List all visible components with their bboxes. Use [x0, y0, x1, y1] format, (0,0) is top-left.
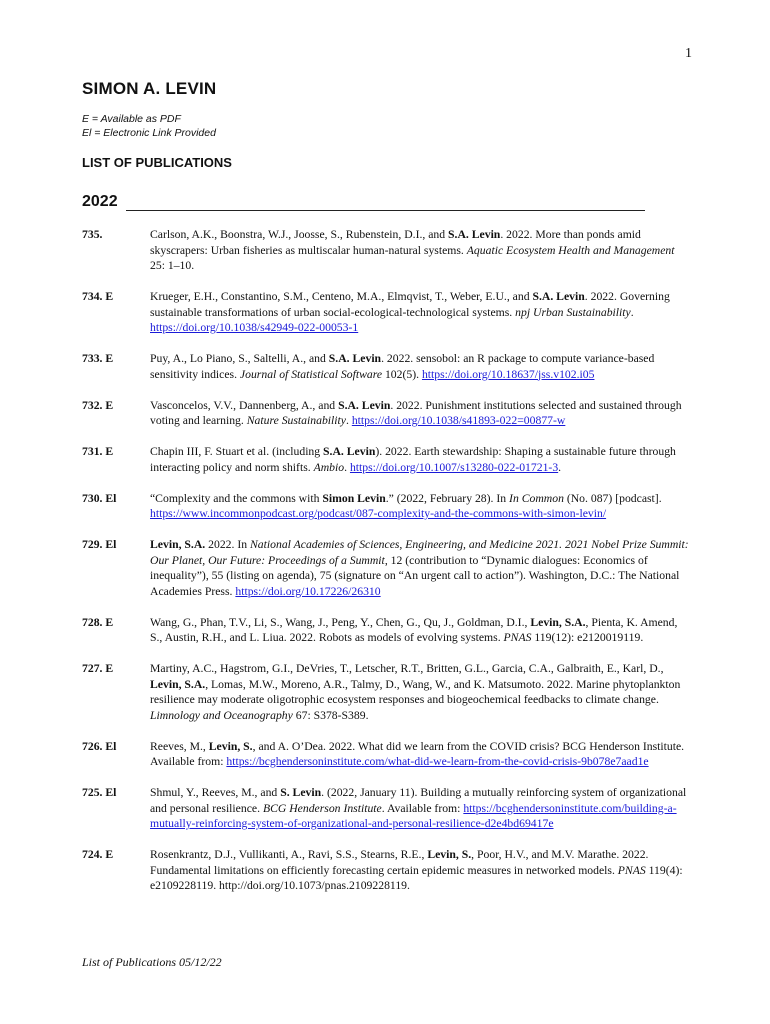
- citation-text: Vasconcelos, V.V., Dannenberg, A., and: [150, 398, 339, 412]
- author-highlight: Levin, S.: [427, 848, 472, 861]
- citation-text: Puy, A., Lo Piano, S., Saltelli, A., and: [150, 352, 329, 365]
- author-highlight: S.A. Levin: [532, 290, 585, 303]
- doi-link[interactable]: https://bcghendersoninstitute.com/building-a-mutually-reinforcing-system-of-organizational-and-personal-resilience-d2e4bd69417e: [150, 801, 677, 830]
- citation-text: , 12 (contribution to “Dynamic dialogues: Economics of inequality”), 55 (listing on agenda), 75 (signature on “An urgent call to action”). Washington, D.C.: The National Academies Press.: [150, 553, 680, 598]
- citation-text: . 2022. Punishment institutions selected and sustained through voting and learning.: [150, 398, 682, 427]
- citation-text: 119(12): e2120019119.: [531, 631, 644, 644]
- publication-entry: [82, 537, 692, 599]
- journal-title: Nature Sustainability: [246, 414, 346, 427]
- entry-citation: [150, 785, 692, 832]
- author-highlight: S.A. Levin: [328, 352, 382, 365]
- author-highlight: S.A. Levin: [323, 445, 376, 458]
- entry-citation: [150, 847, 692, 894]
- year-rule: [126, 210, 645, 211]
- citation-text: .: [630, 305, 634, 319]
- entry-citation: [150, 491, 692, 522]
- citation-text: , Pienta, K. Amend, S., Austin, R.H., and L. Liua. 2022. Robots as models of evolving systems.: [150, 615, 678, 644]
- publication-entry: [82, 615, 692, 646]
- entry-number: 725. El: [82, 786, 117, 799]
- publication-entry: [82, 227, 692, 274]
- journal-title: BCG Henderson Institute: [262, 801, 382, 815]
- citation-text: . 2022. More than ponds amid skyscrapers: Urban fisheries as multiscalar human-natural systems.: [150, 228, 641, 257]
- citation-text: 119(4): e2109228119. http://doi.org/10.1073/pnas.2109228119.: [150, 863, 683, 892]
- citation-text: Krueger, E.H., Constantino, S.M., Centeno, M.A., Elmqvist, T., Weber, E.U., and: [150, 290, 533, 303]
- publication-entry: [82, 444, 692, 475]
- author-highlight: Simon Levin: [322, 491, 386, 505]
- citation-text: Chapin III, F. Stuart et al. (including: [150, 445, 324, 458]
- publication-entry: [82, 351, 692, 382]
- citation-text: Wang, G., Phan, T.V., Li, S., Wang, J., Peng, Y., Chen, G., Qu, J., Goldman, D.I.,: [150, 615, 531, 629]
- author-name: SIMON A. LEVIN: [82, 79, 217, 98]
- journal-title: npj Urban Sustainability: [515, 305, 631, 319]
- entry-citation: [150, 739, 692, 770]
- citation-text: Rosenkrantz, D.J., Vullikanti, A., Ravi, S.S., Stearns, R.E.,: [150, 848, 428, 861]
- entry-citation: [150, 615, 692, 646]
- doi-link[interactable]: https://doi.org/10.1038/s41893-022=00877-w: [351, 414, 566, 427]
- entry-number: 730. El: [82, 491, 117, 505]
- citation-text: “Complexity and the commons with: [150, 491, 323, 505]
- entry-number: 732. E: [82, 398, 114, 412]
- publication-entry: [82, 398, 692, 429]
- entry-number: 733. E: [82, 352, 114, 365]
- entry-number: 729. El: [82, 538, 117, 551]
- entry-citation: [150, 351, 692, 382]
- author-highlight: Levin, S.A.: [150, 538, 206, 551]
- citation-text: 25: 1–10.: [150, 259, 195, 272]
- citation-text: , and A. O’Dea. 2022. What did we learn from the COVID crisis? BCG Henderson Institute. Available from:: [150, 739, 685, 768]
- citation-text: (No. 087) [podcast].: [563, 491, 662, 505]
- doi-link[interactable]: https://www.incommonpodcast.org/podcast/087-complexity-and-the-commons-with-simon-levin/: [150, 507, 607, 520]
- entry-number: 734. E: [82, 290, 114, 303]
- page-footer: List of Publications 05/12/22: [82, 955, 222, 969]
- publication-entry: [82, 491, 692, 522]
- entry-citation: [150, 661, 692, 723]
- entry-citation: [150, 444, 692, 475]
- citation-text: .: [344, 460, 350, 474]
- entry-number: 735.: [82, 228, 103, 241]
- journal-title: Limnology and Oceanography: [150, 708, 293, 722]
- citation-text: . (2022, January 11). Building a mutually reinforcing system of organizational and personal resilience.: [150, 786, 687, 815]
- entry-citation: [150, 289, 692, 336]
- journal-title: Journal of Statistical Software: [239, 367, 383, 381]
- doi-link[interactable]: https://doi.org/10.1038/s42949-022-00053-1: [150, 321, 359, 334]
- citation-text: .: [558, 460, 562, 474]
- doi-link[interactable]: https://bcghendersoninstitute.com/what-did-we-learn-from-the-covid-crisis-9b078e7aad1e: [226, 755, 649, 768]
- entry-number: 724. E: [82, 848, 114, 861]
- entry-number: 726. El: [82, 739, 117, 753]
- citation-text: Shmul, Y., Reeves, M., and: [150, 786, 281, 799]
- publication-entry: [82, 785, 692, 832]
- publication-list: [82, 227, 692, 909]
- citation-text: . 2022. sensobol: an R package to compute variance-based sensitivity indices.: [150, 352, 655, 381]
- entry-citation: [150, 398, 692, 429]
- page-number: 1: [685, 46, 692, 61]
- legend-link: El = Electronic Link Provided: [82, 127, 216, 139]
- citation-text: Carlson, A.K., Boonstra, W.J., Joosse, S., Rubenstein, D.I., and: [150, 228, 449, 241]
- author-highlight: S.A. Levin: [338, 398, 391, 412]
- publication-entry: [82, 739, 692, 770]
- journal-title: In Common: [509, 491, 564, 505]
- citation-text: Martiny, A.C., Hagstrom, G.I., DeVries, T., Letscher, R.T., Britten, G.L., Garcia, C.A., Galbraith, E., Karl, D.,: [150, 662, 664, 675]
- citation-text: .” (2022, February 28). In: [385, 491, 510, 505]
- year-heading: [82, 193, 645, 215]
- journal-title: Ambio: [313, 460, 345, 474]
- citation-text: . Available from:: [381, 801, 464, 815]
- journal-title: National Academies of Sciences, Engineering, and Medicine 2021. 2021 Nobel Prize Summit: Our Planet, Our Future: Proceedings of a Summit: [150, 538, 689, 567]
- citation-text: 67: S378-S389.: [292, 708, 369, 722]
- author-highlight: Levin, S.A.: [150, 677, 206, 691]
- publication-entry: [82, 661, 692, 723]
- citation-text: 102(5).: [382, 367, 422, 381]
- author-highlight: Levin, S.A.: [530, 615, 586, 629]
- citation-text: , Poor, H.V., and M.V. Marathe. 2022. Fundamental limitations on efficiently forecasting certain epidemic measures in networked models.: [150, 848, 649, 877]
- author-highlight: S.A. Levin: [448, 228, 501, 241]
- entry-number: 728. E: [82, 615, 114, 629]
- entry-number: 727. E: [82, 662, 114, 675]
- publication-entry: [82, 847, 692, 894]
- citation-text: . 2022. Governing sustainable transformations of urban social-ecological-technological systems.: [150, 290, 670, 319]
- doi-link[interactable]: https://doi.org/10.1007/s13280-022-01721-3: [349, 460, 559, 474]
- publication-entry: [82, 289, 692, 336]
- legend-pdf: E = Available as PDF: [82, 113, 181, 125]
- citation-text: , Lomas, M.W., Moreno, A.R., Talmy, D., Wang, W., and K. Matsumoto. 2022. Marine phytoplankton resilience may moderate oligotrophic ecosystem responses and biogeochemical feedbacks to climate change.: [150, 677, 681, 706]
- journal-title: PNAS: [617, 863, 646, 877]
- author-highlight: S. Levin: [280, 786, 322, 799]
- entry-citation: [150, 227, 692, 274]
- citation-text: Reeves, M.,: [150, 739, 209, 753]
- citation-text: .: [345, 414, 352, 427]
- doi-link[interactable]: https://doi.org/10.17226/26310: [235, 584, 381, 598]
- entry-number: 731. E: [82, 445, 114, 458]
- doi-link[interactable]: https://doi.org/10.18637/jss.v102.i05: [421, 367, 595, 381]
- author-highlight: Levin, S.: [208, 739, 253, 753]
- journal-title: PNAS: [503, 631, 532, 644]
- citation-text: ). 2022. Earth stewardship: Shaping a sustainable future through interacting policy and norm shifts.: [150, 445, 676, 474]
- citation-text: 2022. In: [205, 538, 251, 551]
- journal-title: Aquatic Ecosystem Health and Management: [466, 243, 675, 257]
- entry-citation: [150, 537, 692, 599]
- section-title: LIST OF PUBLICATIONS: [82, 155, 232, 170]
- year-label: 2022: [82, 193, 118, 210]
- availability-legend: [82, 112, 216, 140]
